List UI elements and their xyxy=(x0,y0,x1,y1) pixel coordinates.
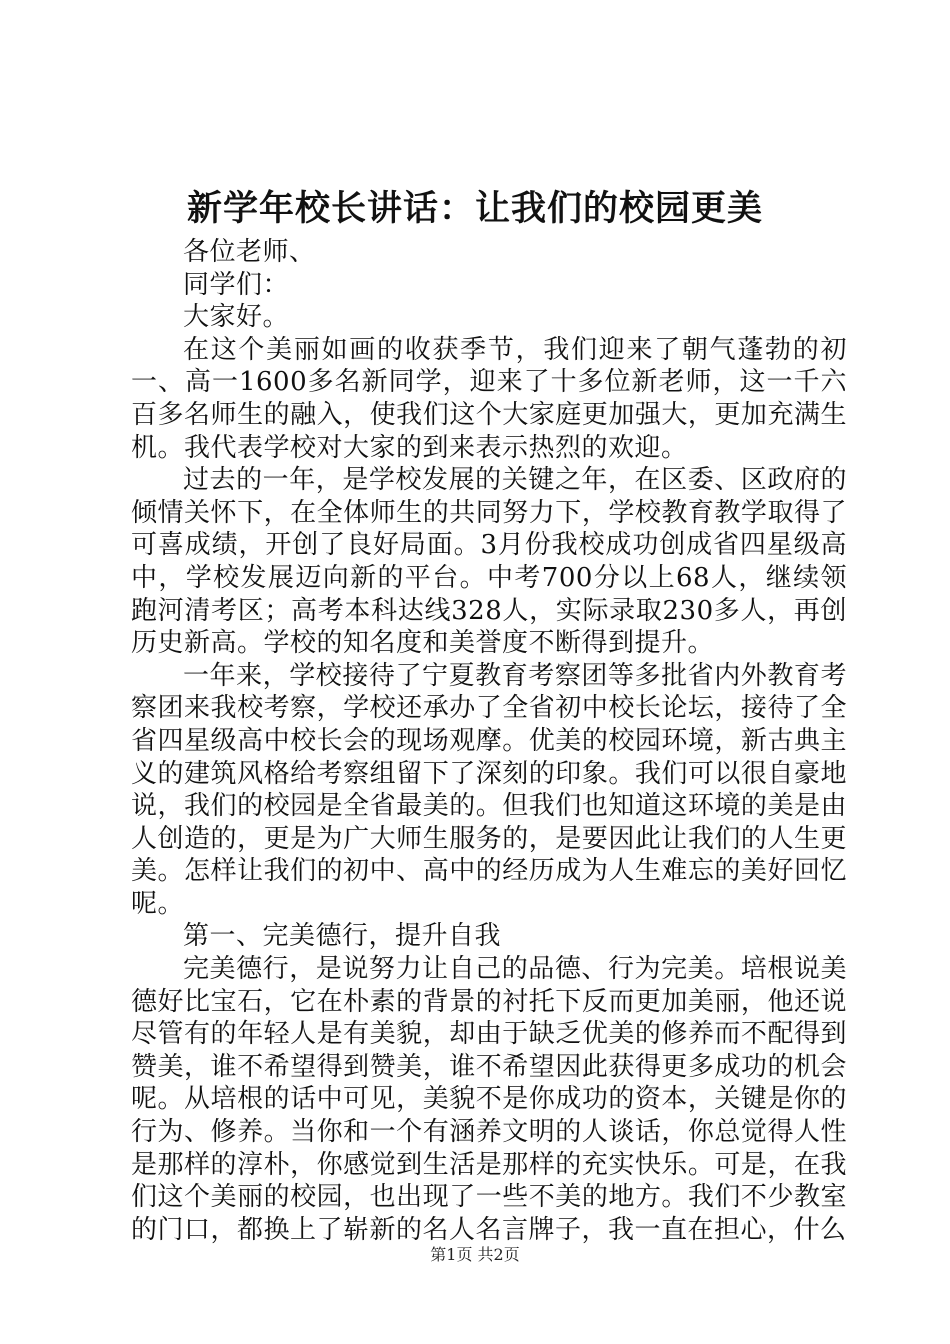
document-body xyxy=(131,236,847,1246)
body-paragraph: 在这个美丽如画的收获季节，我们迎来了朝气蓬勃的初一、高一1600多名新同学，迎来了十多位新老师，这一千六百多名师生的融入，使我们这个大家庭更加强大，更加充满生机。我代表学校对大家的到来表示热烈的欢迎。 xyxy=(131,334,847,463)
body-paragraph: 过去的一年，是学校发展的关键之年，在区委、区政府的倾情关怀下，在全体师生的共同努力下，学校教育教学取得了可喜成绩，开创了良好局面。3月份我校成功创成省四星级高中，学校发展迈向新的平台。中考700分以上68人，继续领跑河清考区；高考本科达线328人，实际录取230多人，再创历史新高。学校的知名度和美誉度不断得到提升。 xyxy=(131,465,847,659)
salutation-line: 各位老师、 xyxy=(183,237,316,267)
section-heading: 第一、完美德行，提升自我 xyxy=(183,921,502,952)
salutation-line: 同学们： xyxy=(183,269,290,300)
page-footer: 第1页 共2页 xyxy=(430,1245,520,1264)
body-paragraph: 一年来，学校接待了宁夏教育考察团等多批省内外教育考察团来我校考察，学校还承办了全省初中校长论坛，接待了全省四星级高中校长会的现场观摩。优美的校园环境，新古典主义的建筑风格给考察组留下了深刻的印象。我们可以很自豪地说，我们的校园是全省最美的。但我们也知道这环境的美是由人创造的，更是为广大师生服务的，是要因此让我们的人生更美。怎样让我们的初中、高中的经历成为人生难忘的美好回忆呢。 xyxy=(131,660,847,919)
document-title: 新学年校长讲话：让我们的校园更美 xyxy=(186,188,763,229)
greeting-line: 大家好。 xyxy=(183,302,290,333)
body-paragraph: 完美德行，是说努力让自己的品德、行为完美。培根说美德好比宝石，它在朴素的背景的衬托下反而更加美丽，他还说尽管有的年轻人是有美貌，却由于缺乏优美的修养而不配得到赞美，谁不希望得到赞美，谁不希望因此获得更多成功的机会呢。从培根的话中可见，美貌不是你成功的资本，关键是你的行为、修养。当你和一个有涵养文明的人谈话，你总觉得人性是那样的淳朴，你感觉到生活是那样的充实快乐。可是，在我们这个美丽的校园，也出现了一些不美的地方。我们不少教室的门口，都换上了崭新的名人名言牌子，我一直在担心，什么 xyxy=(131,954,847,1245)
